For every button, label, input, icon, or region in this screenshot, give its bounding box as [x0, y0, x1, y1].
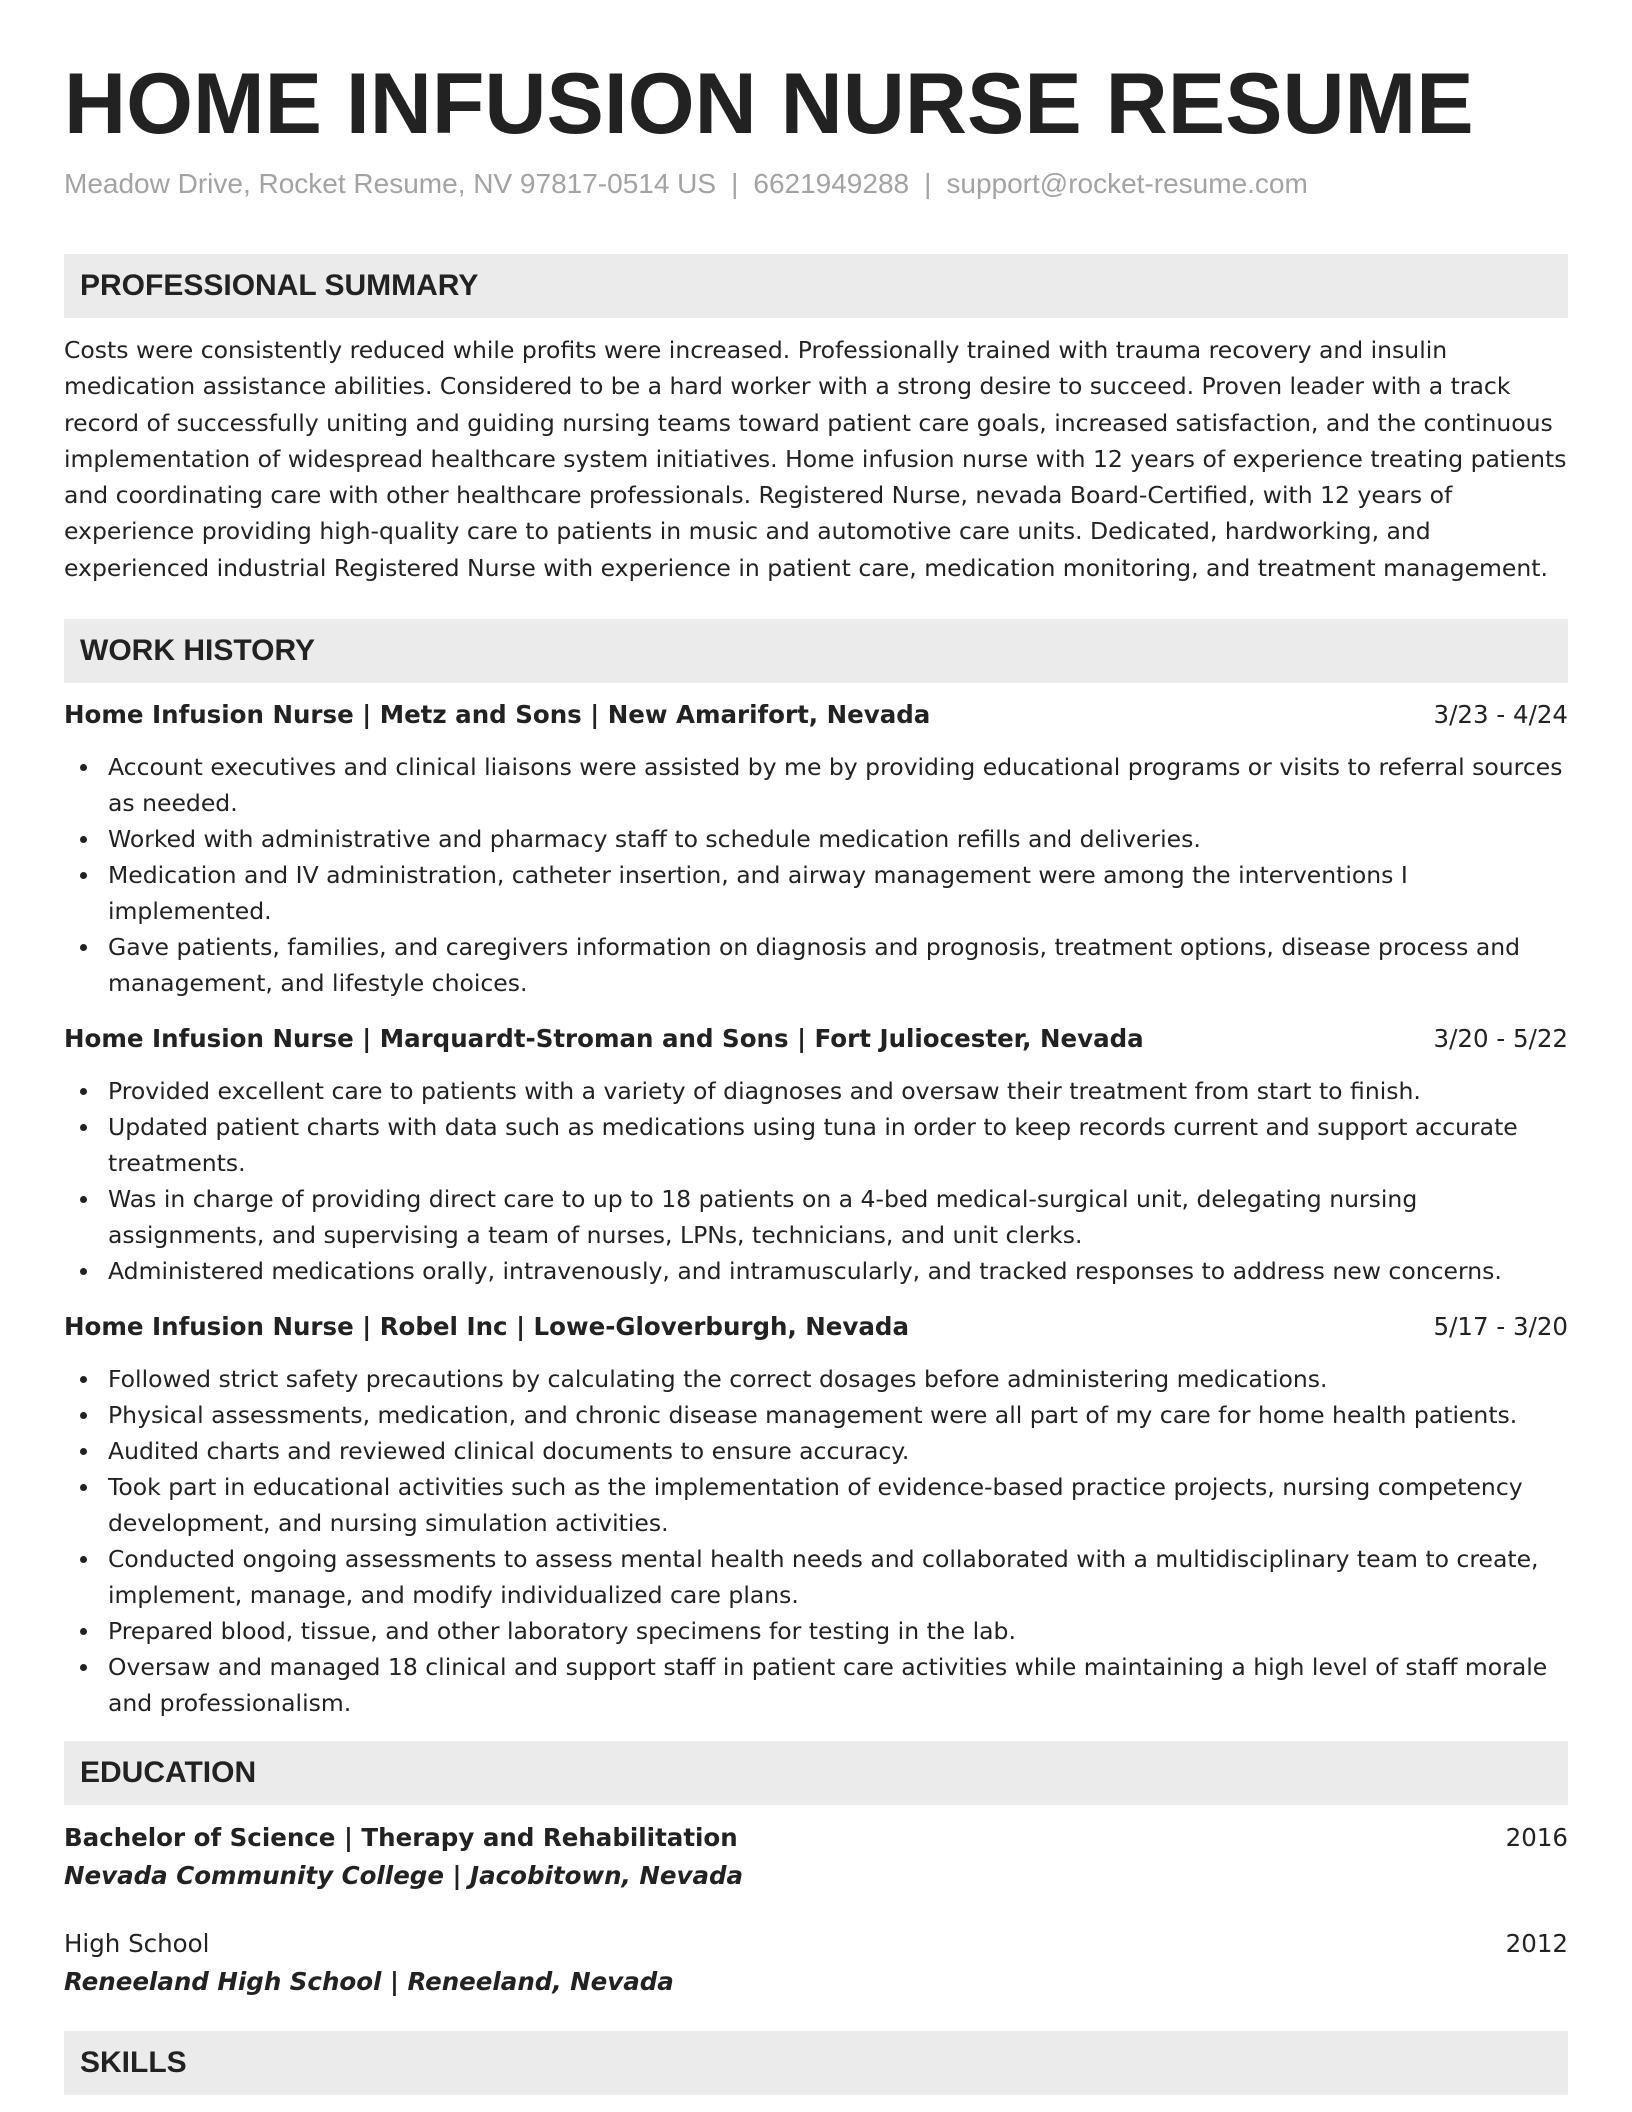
- contact-email: support@rocket-resume.com: [946, 168, 1308, 199]
- job-bullet-text: Medication and IV administration, catheter insertion, and airway management were among the interventions I implemented.: [108, 861, 1408, 926]
- job-bullet: [64, 1397, 1568, 1433]
- job-bullet-text: Was in charge of providing direct care to up to 18 patients on a 4-bed medical-surgical unit, delegating nursing assignments, and supervising a team of nurses, LPNs, technicians, and unit clerks.: [108, 1185, 1418, 1250]
- job-header: [64, 1309, 1568, 1345]
- job-dates: 3/20 - 5/22: [1433, 1024, 1568, 1054]
- job-bullet: [64, 1109, 1568, 1181]
- contact-separator: |: [731, 168, 739, 199]
- job-header: [64, 1021, 1568, 1057]
- job-bullets: [64, 1361, 1568, 1721]
- section-header-skills: SKILLS: [64, 2031, 1568, 2095]
- bullet-dot-icon: [80, 1376, 87, 1383]
- bullet-dot-icon: [80, 872, 87, 879]
- job-dates: 5/17 - 3/20: [1433, 1312, 1568, 1342]
- bullet-dot-icon: [80, 1088, 87, 1095]
- bullet-dot-icon: [80, 764, 87, 771]
- job-dates: 3/23 - 4/24: [1433, 700, 1568, 730]
- bullet-dot-icon: [80, 1124, 87, 1131]
- section-header-summary: PROFESSIONAL SUMMARY: [64, 254, 1568, 318]
- job-bullet: [64, 821, 1568, 857]
- job-bullet-text: Account executives and clinical liaisons were assisted by me by providing educational programs or visits to referral sources as needed.: [108, 753, 1563, 818]
- job-bullet-text: Physical assessments, medication, and chronic disease management were all part of my care for home health patients.: [108, 1401, 1518, 1430]
- education-school: Reneeland High School | Reneeland, Nevada: [64, 1967, 674, 1997]
- job-header: [64, 697, 1568, 733]
- job-bullet: [64, 1613, 1568, 1649]
- job-bullet: [64, 1073, 1568, 1109]
- job-title: Home Infusion Nurse | Robel Inc | Lowe-Gloverburgh, Nevada: [64, 1312, 909, 1342]
- job-title: Home Infusion Nurse | Marquardt-Stroman and Sons | Fort Juliocester, Nevada: [64, 1024, 1144, 1054]
- job-bullet-text: Administered medications orally, intravenously, and intramuscularly, and tracked responses to address new concerns.: [108, 1257, 1502, 1286]
- education-degree: High School: [64, 1929, 210, 1959]
- education-header: [64, 1819, 1568, 1857]
- job-bullet: [64, 929, 1568, 1001]
- contact-line: [64, 164, 1568, 204]
- job-bullet: [64, 1433, 1568, 1469]
- job-bullet-text: Prepared blood, tissue, and other laboratory specimens for testing in the lab.: [108, 1617, 1016, 1646]
- summary-text: Costs were consistently reduced while profits were increased. Professionally trained with trauma recovery and insulin medication assistance abilities. Considered to be a hard worker with a strong desire to succeed. Proven leader with a track record of successfully uniting and guiding nursing teams toward patient care goals, increased satisfaction, and the continuous implementation of widespread healthcare system initiatives. Home infusion nurse with 12 years of experience treating patients and coordinating care with other healthcare professionals. Registered Nurse, nevada Board-Certified, with 12 years of experience providing high-quality care to patients in music and automotive care units. Dedicated, hardworking, and experienced industrial Registered Nurse with experience in patient care, medication monitoring, and treatment management.: [64, 336, 1567, 582]
- bullet-dot-icon: [80, 1196, 87, 1203]
- job-bullet-text: Oversaw and managed 18 clinical and support staff in patient care activities while maintaining a high level of staff morale and professionalism.: [108, 1653, 1548, 1718]
- job-title: Home Infusion Nurse | Metz and Sons | New Amarifort, Nevada: [64, 700, 931, 730]
- job-entry: [64, 1021, 1568, 1289]
- contact-address: Meadow Drive, Rocket Resume, NV 97817-0514 US: [64, 168, 717, 199]
- bullet-dot-icon: [80, 1664, 87, 1671]
- education-entry: [64, 1925, 1568, 2001]
- job-bullets: [64, 749, 1568, 1001]
- job-entry: [64, 1309, 1568, 1721]
- education-entry: [64, 1819, 1568, 1895]
- contact-phone: 6621949288: [753, 168, 910, 199]
- job-bullet-text: Provided excellent care to patients with a variety of diagnoses and oversaw their treatment from start to finish.: [108, 1077, 1421, 1106]
- bullet-dot-icon: [80, 1484, 87, 1491]
- job-bullet: [64, 1469, 1568, 1541]
- job-bullet-text: Audited charts and reviewed clinical documents to ensure accuracy.: [108, 1437, 910, 1466]
- section-header-education: EDUCATION: [64, 1741, 1568, 1805]
- bullet-dot-icon: [80, 1556, 87, 1563]
- job-bullets: [64, 1073, 1568, 1289]
- bullet-dot-icon: [80, 1628, 87, 1635]
- job-bullet-text: Followed strict safety precautions by calculating the correct dosages before administering medications.: [108, 1365, 1328, 1394]
- bullet-dot-icon: [80, 1448, 87, 1455]
- resume-title: HOME INFUSION NURSE RESUME: [64, 56, 1474, 152]
- job-bullet-text: Conducted ongoing assessments to assess mental health needs and collaborated with a multidisciplinary team to create, implement, manage, and modify individualized care plans.: [108, 1545, 1539, 1610]
- section-header-work-history: WORK HISTORY: [64, 619, 1568, 683]
- bullet-dot-icon: [80, 944, 87, 951]
- job-bullet-text: Gave patients, families, and caregivers information on diagnosis and prognosis, treatment options, disease process and management, and lifestyle choices.: [108, 933, 1521, 998]
- job-bullet: [64, 1361, 1568, 1397]
- job-bullet: [64, 1541, 1568, 1613]
- job-bullet: [64, 857, 1568, 929]
- job-entry: [64, 697, 1568, 1001]
- education-year: 2012: [1505, 1929, 1568, 1959]
- education-header: [64, 1925, 1568, 1963]
- job-bullet-text: Updated patient charts with data such as medications using tuna in order to keep records current and support accurate treatments.: [108, 1113, 1518, 1178]
- education-school: Nevada Community College | Jacobitown, Nevada: [64, 1861, 744, 1891]
- contact-separator: |: [924, 168, 932, 199]
- bullet-dot-icon: [80, 836, 87, 843]
- bullet-dot-icon: [80, 1268, 87, 1275]
- job-bullet-text: Worked with administrative and pharmacy staff to schedule medication refills and deliveries.: [108, 825, 1201, 854]
- education-degree: Bachelor of Science | Therapy and Rehabilitation: [64, 1823, 738, 1853]
- job-bullet: [64, 749, 1568, 821]
- education-year: 2016: [1505, 1823, 1568, 1853]
- job-bullet: [64, 1649, 1568, 1721]
- bullet-dot-icon: [80, 1412, 87, 1419]
- job-bullet: [64, 1253, 1568, 1289]
- job-bullet-text: Took part in educational activities such as the implementation of evidence-based practice projects, nursing competency development, and nursing simulation activities.: [108, 1473, 1523, 1538]
- job-bullet: [64, 1181, 1568, 1253]
